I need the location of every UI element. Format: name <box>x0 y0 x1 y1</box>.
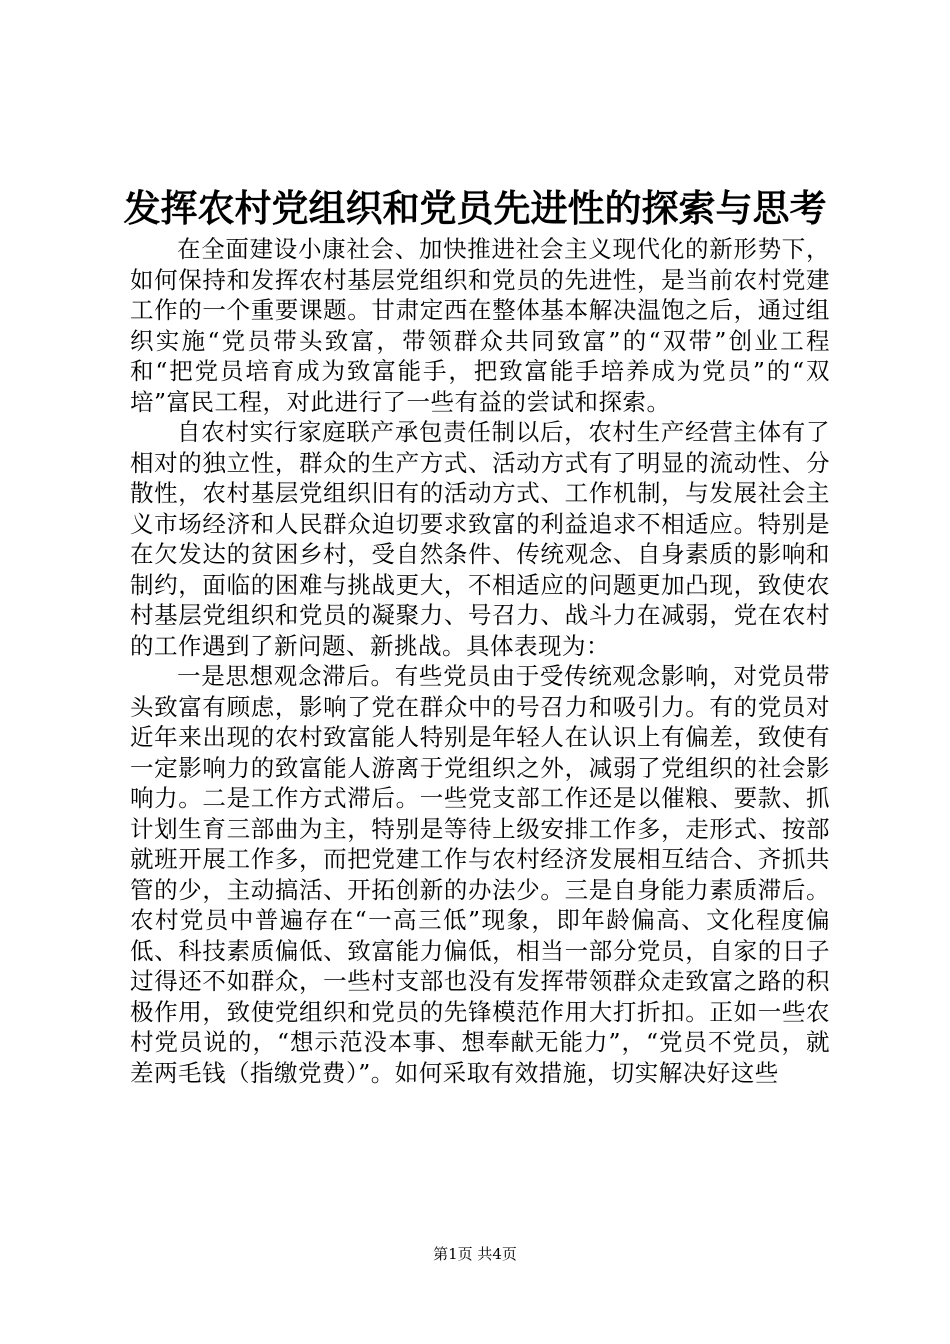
paragraph-intro: 在全面建设小康社会、加快推进社会主义现代化的新形势下，如何保持和发挥农村基层党组织和党员的先进性，是当前农村党建工作的一个重要课题。甘肃定西在整体基本解决温饱之后，通过组织实施“党员带头致富，带领群众共同致富”的“双带”创业工程和“把党员培育成为致富能手，把致富能手培养成为党员”的“双培”富民工程，对此进行了一些有益的尝试和探索。 <box>130 235 830 416</box>
document-body <box>130 234 830 1088</box>
page-number-footer: 第1页 共4页 <box>433 1245 517 1263</box>
paragraph-problems: 一是思想观念滞后。有些党员由于受传统观念影响，对党员带头致富有顾虑，影响了党在群众中的号召力和吸引力。有的党员对近年来出现的农村致富能人特别是年轻人在认识上有偏差，致使有一定影响力的致富能人游离于党组织之外，减弱了党组织的社会影响力。二是工作方式滞后。一些党支部工作还是以催粮、要款、抓计划生育三部曲为主，特别是等待上级安排工作多，走形式、按部就班开展工作多，而把党建工作与农村经济发展相互结合、齐抓共管的少，主动搞活、开拓创新的办法少。三是自身能力素质滞后。农村党员中普遍存在“一高三低”现象，即年龄偏高、文化程度偏低、科技素质偏低、致富能力偏低，相当一部分党员，自家的日子过得还不如群众，一些村支部也没有发挥带领群众走致富之路的积极作用，致使党组织和党员的先锋模范作用大打折扣。正如一些农村党员说的，“想示范没本事、想奉献无能力”，“党员不党员，就差两毛钱（指缴党费）”。如何采取有效措施，切实解决好这些 <box>130 662 830 1087</box>
paragraph-background: 自农村实行家庭联产承包责任制以后，农村生产经营主体有了相对的独立性，群众的生产方式、活动方式有了明显的流动性、分散性，农村基层党组织旧有的活动方式、工作机制，与发展社会主义市场经济和人民群众迫切要求致富的利益追求不相适应。特别是在欠发达的贫困乡村，受自然条件、传统观念、自身素质的影响和制约，面临的困难与挑战更大，不相适应的问题更加凸现，致使农村基层党组织和党员的凝聚力、号召力、战斗力在减弱，党在农村的工作遇到了新问题、新挑战。具体表现为： <box>130 418 830 660</box>
document-title: 发挥农村党组织和党员先进性的探索与思考 <box>123 186 827 230</box>
